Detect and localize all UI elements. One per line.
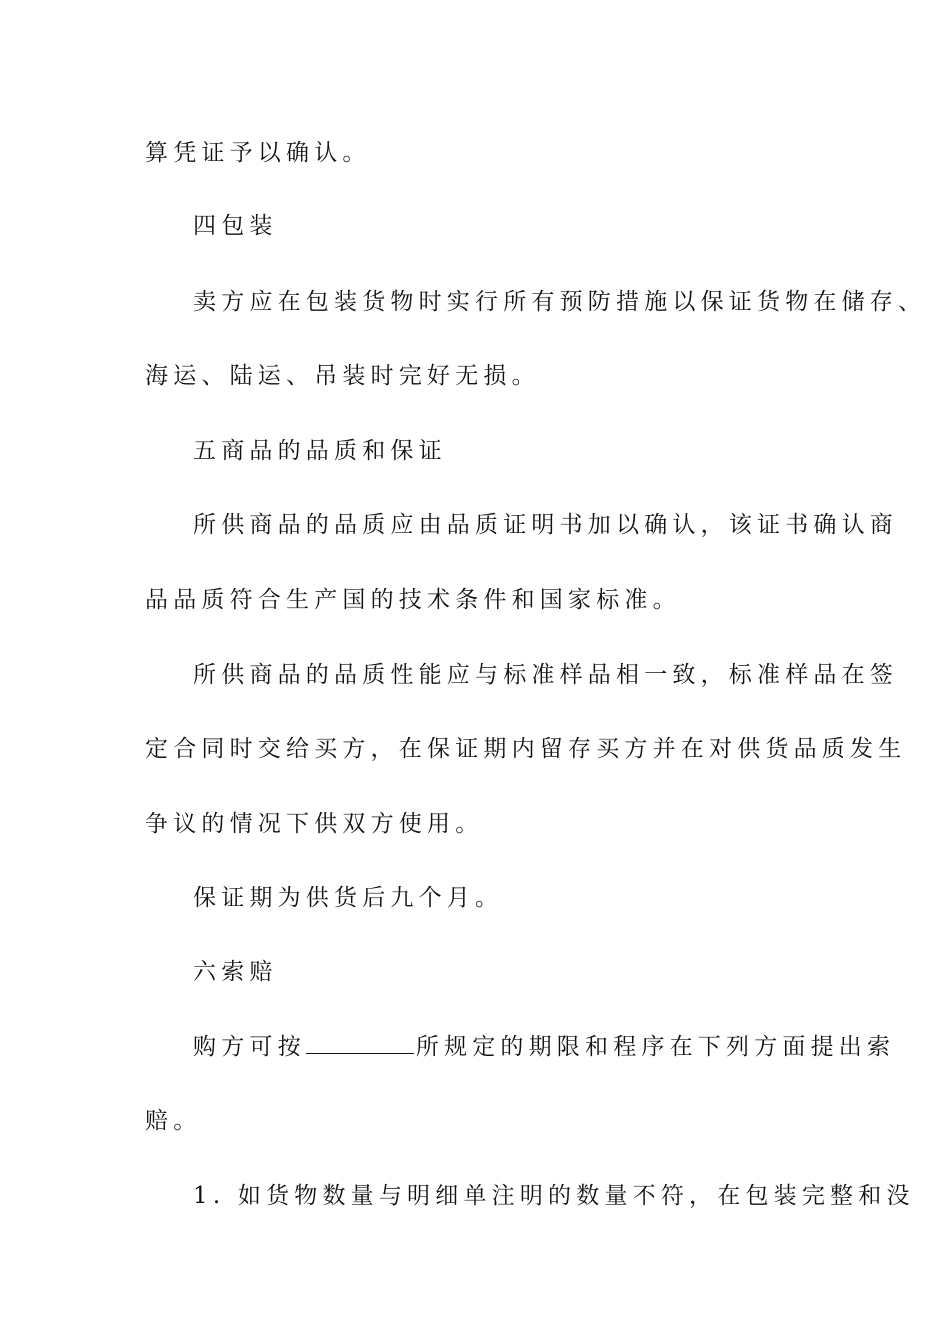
claim-text-before: 购方可按 xyxy=(193,1034,306,1060)
paragraph-line: 定合同时交给买方，在保证期内留存买方并在对供货品质发生 xyxy=(145,736,907,762)
paragraph-line: 海运、陆运、吊装时完好无损。 xyxy=(145,363,540,389)
paragraph-line: 所供商品的品质性能应与标准样品相一致，标准样品在签 xyxy=(193,662,898,688)
list-item-line: 1. 如货物数量与明细单注明的数量不符，在包装完整和没 xyxy=(193,1183,915,1209)
paragraph-line: 算凭证予以确认。 xyxy=(145,140,371,166)
paragraph-line: 卖方应在包装货物时实行所有预防措施以保证货物在储存、 xyxy=(193,289,927,315)
section-heading-claims: 六索赔 xyxy=(193,959,278,985)
claim-text-after: 所规定的期限和程序在下列方面提出索 xyxy=(415,1034,896,1060)
claim-paragraph-line xyxy=(193,1032,896,1062)
paragraph-line: 品品质符合生产国的技术条件和国家标准。 xyxy=(145,587,681,613)
paragraph-line: 赔。 xyxy=(145,1108,202,1134)
paragraph-line: 保证期为供货后九个月。 xyxy=(193,885,504,911)
section-heading-packaging: 四包装 xyxy=(193,213,278,239)
paragraph-line: 争议的情况下供双方使用。 xyxy=(145,811,484,837)
paragraph-line: 所供商品的品质应由品质证明书加以确认，该证书确认商 xyxy=(193,512,898,538)
section-heading-quality: 五商品的品质和保证 xyxy=(193,438,447,464)
fill-in-blank[interactable] xyxy=(306,1033,414,1054)
